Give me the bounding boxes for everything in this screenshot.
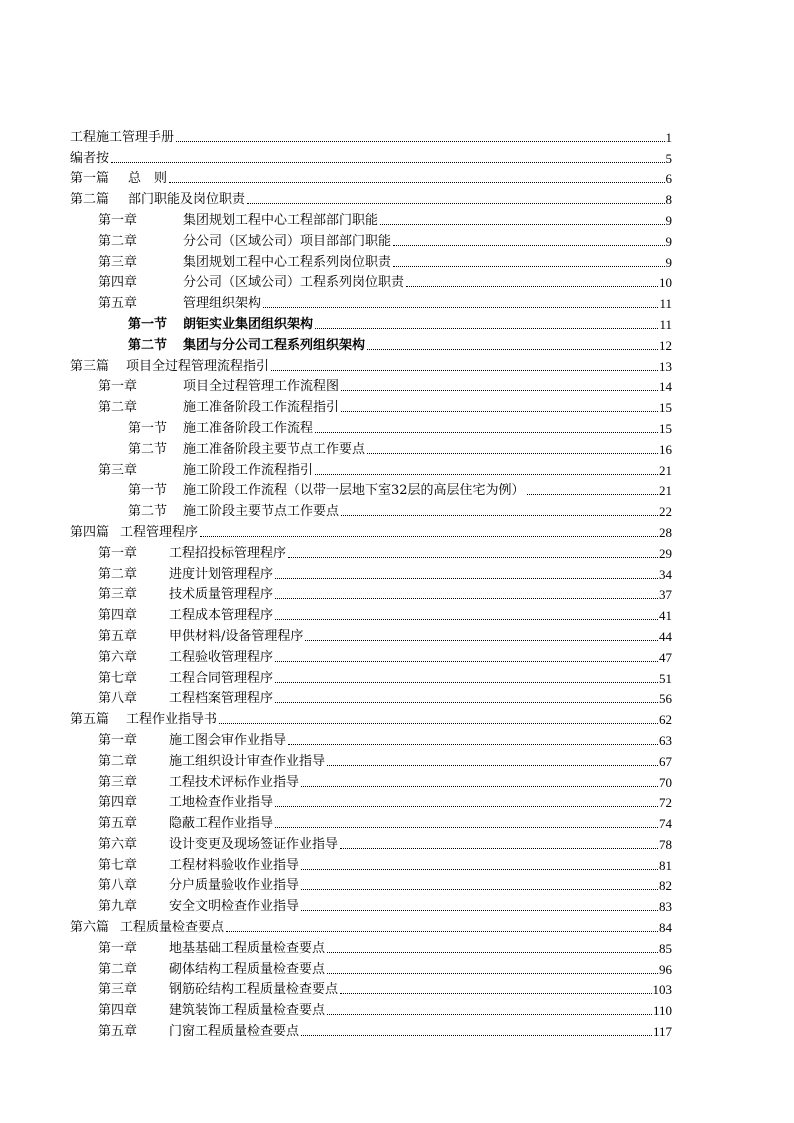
toc-entry-number: 第三篇 — [70, 358, 110, 374]
toc-entry[interactable] — [70, 229, 672, 250]
dot-leader — [393, 245, 664, 246]
toc-entry[interactable] — [70, 832, 672, 853]
dot-leader — [340, 993, 651, 994]
toc-entry-number: 第五章 — [98, 816, 138, 832]
toc-entry-number: 第七章 — [98, 857, 138, 873]
dot-leader — [305, 640, 658, 641]
toc-entry-number: 第一节 — [128, 483, 168, 499]
toc-entry-page-number: 63 — [659, 732, 672, 748]
toc-entry[interactable] — [70, 291, 672, 312]
toc-entry-page-number: 103 — [652, 982, 672, 998]
toc-entry-title: 集团规划工程中心工程部部门职能 — [183, 212, 379, 228]
toc-entry-page-number: 44 — [659, 628, 672, 644]
toc-entry-page-number: 10 — [659, 275, 672, 291]
toc-entry-page-number: 12 — [659, 337, 672, 353]
toc-entry-page-number: 110 — [652, 1003, 672, 1019]
toc-entry-page-number: 5 — [665, 150, 672, 166]
dot-leader — [380, 224, 664, 225]
toc-entry-title: 进度计划管理程序 — [169, 566, 274, 582]
toc-entry-number: 第二篇 — [70, 192, 110, 208]
toc-entry-page-number: 22 — [659, 504, 672, 520]
toc-entry-title: 部门职能及岗位职责 — [128, 192, 246, 208]
toc-entry[interactable] — [70, 874, 672, 895]
toc-entry-page-number: 37 — [659, 587, 672, 603]
dot-leader — [341, 515, 658, 516]
dot-leader — [247, 203, 664, 204]
toc-entry-number: 第五章 — [98, 296, 138, 312]
toc-entry-number: 第四篇 — [70, 524, 110, 540]
toc-entry-number: 第三章 — [98, 982, 138, 998]
toc-entry[interactable] — [70, 1019, 672, 1040]
toc-entry-number: 第二章 — [98, 400, 138, 416]
toc-entry-title: 分公司（区域公司）项目部部门职能 — [183, 233, 392, 249]
toc-entry-page-number: 81 — [659, 857, 672, 873]
toc-entry-title: 管理组织架构 — [183, 296, 262, 312]
dot-leader — [393, 266, 664, 267]
toc-entry-title: 工程档案管理程序 — [169, 691, 274, 707]
dot-leader — [527, 494, 658, 495]
toc-entry-page-number: 29 — [659, 545, 672, 561]
toc-entry-title: 分户质量验收作业指导 — [169, 878, 300, 894]
toc-entry-title: 设计变更及现场签证作业指导 — [169, 836, 339, 852]
toc-entry-title: 施工阶段主要节点工作要点 — [183, 504, 340, 520]
toc-entry[interactable] — [70, 395, 672, 416]
toc-entry[interactable] — [70, 624, 672, 645]
toc-entry[interactable] — [70, 749, 672, 770]
toc-entry-title: 集团规划工程中心工程系列岗位职责 — [183, 254, 392, 270]
toc-entry-page-number: 62 — [659, 712, 672, 728]
toc-entry-page-number: 85 — [659, 940, 672, 956]
toc-entry-page-number: 72 — [659, 795, 672, 811]
toc-entry-page-number: 13 — [659, 358, 672, 374]
dot-leader — [406, 286, 658, 287]
toc-entry-number: 第九章 — [98, 899, 138, 915]
dot-leader — [200, 536, 658, 537]
toc-entry[interactable] — [70, 520, 672, 541]
dot-leader — [341, 390, 658, 391]
toc-entry-title: 钢筋砼结构工程质量检查要点 — [169, 982, 339, 998]
toc-entry-title: 施工阶段工作流程指引 — [183, 462, 314, 478]
dot-leader — [263, 307, 658, 308]
toc-entry[interactable] — [70, 728, 672, 749]
toc-entry[interactable] — [70, 707, 672, 728]
toc-entry-title: 工程招投标管理程序 — [169, 545, 287, 561]
table-of-contents — [70, 125, 672, 1040]
dot-leader — [301, 786, 658, 787]
dot-leader — [226, 931, 658, 932]
toc-entry-page-number: 28 — [659, 524, 672, 540]
toc-entry-number: 第五章 — [98, 1024, 138, 1040]
toc-entry-number: 第四章 — [98, 275, 138, 291]
toc-entry-page-number: 78 — [659, 836, 672, 852]
toc-entry[interactable] — [70, 957, 672, 978]
toc-entry-title: 施工图会审作业指导 — [169, 732, 287, 748]
toc-entry-page-number: 6 — [665, 171, 672, 187]
dot-leader — [288, 557, 658, 558]
toc-entry[interactable] — [70, 645, 672, 666]
toc-entry-page-number: 84 — [659, 920, 672, 936]
dot-leader — [275, 702, 658, 703]
toc-entry-page-number: 15 — [659, 400, 672, 416]
toc-entry-number: 第四章 — [98, 608, 138, 624]
toc-entry[interactable] — [70, 583, 672, 604]
toc-entry[interactable] — [70, 187, 672, 208]
toc-entry-page-number: 21 — [659, 483, 672, 499]
toc-entry-number: 第一篇 — [70, 171, 110, 187]
toc-entry-title: 隐蔽工程作业指导 — [169, 816, 274, 832]
toc-entry-title: 工程成本管理程序 — [169, 608, 274, 624]
toc-entry-page-number: 47 — [659, 649, 672, 665]
toc-entry-title: 编者按 — [70, 150, 110, 166]
dot-leader — [301, 910, 658, 911]
toc-entry[interactable] — [70, 811, 672, 832]
toc-entry[interactable] — [70, 416, 672, 437]
toc-entry[interactable] — [70, 333, 672, 354]
dot-leader — [275, 661, 658, 662]
toc-entry-page-number: 34 — [659, 566, 672, 582]
toc-entry[interactable] — [70, 208, 672, 229]
dot-leader — [327, 765, 658, 766]
toc-entry-title: 项目全过程管理流程指引 — [126, 358, 270, 374]
toc-entry-number: 第二节 — [128, 441, 168, 457]
toc-entry[interactable] — [70, 250, 672, 271]
toc-entry-title: 技术质量管理程序 — [169, 587, 274, 603]
dot-leader — [315, 474, 658, 475]
dot-leader — [275, 682, 658, 683]
toc-entry-page-number: 11 — [659, 316, 672, 332]
dot-leader — [315, 328, 658, 329]
toc-entry-number: 第二节 — [128, 504, 168, 520]
toc-entry-page-number: 82 — [659, 878, 672, 894]
toc-entry-title: 施工组织设计审查作业指导 — [169, 753, 326, 769]
toc-entry[interactable] — [70, 312, 672, 333]
toc-entry[interactable] — [70, 541, 672, 562]
dot-leader — [327, 1014, 652, 1015]
toc-entry-title: 项目全过程管理工作流程图 — [183, 379, 340, 395]
toc-entry[interactable] — [70, 437, 672, 458]
toc-entry-title: 门窗工程质量检查要点 — [169, 1024, 300, 1040]
toc-entry-page-number: 67 — [659, 753, 672, 769]
toc-entry-title: 施工阶段工作流程（以带一层地下室32层的高层住宅为例） — [183, 483, 525, 499]
toc-entry-number: 第八章 — [98, 691, 138, 707]
dot-leader — [367, 453, 658, 454]
toc-entry-number: 第六章 — [98, 649, 138, 665]
toc-entry-title: 工程管理程序 — [120, 524, 199, 540]
toc-entry[interactable] — [70, 458, 672, 479]
toc-entry-page-number: 96 — [659, 961, 672, 977]
dot-leader — [301, 889, 658, 890]
toc-entry-page-number: 117 — [652, 1024, 672, 1040]
toc-entry-number: 第一章 — [98, 732, 138, 748]
toc-entry-page-number: 15 — [659, 420, 672, 436]
toc-entry[interactable] — [70, 146, 672, 167]
toc-entry-title: 集团与分公司工程系列组织架构 — [183, 337, 366, 353]
dot-leader — [111, 162, 664, 163]
toc-entry-page-number: 70 — [659, 774, 672, 790]
toc-entry-number: 第七章 — [98, 670, 138, 686]
toc-entry-page-number: 11 — [659, 296, 672, 312]
toc-entry[interactable] — [70, 603, 672, 624]
dot-leader — [327, 973, 658, 974]
toc-entry-number: 第四章 — [98, 1003, 138, 1019]
toc-entry[interactable] — [70, 562, 672, 583]
toc-entry-number: 第三章 — [98, 462, 138, 478]
toc-entry-title: 分公司（区域公司）工程系列岗位职责 — [183, 275, 405, 291]
dot-leader — [275, 598, 658, 599]
dot-leader — [275, 827, 658, 828]
toc-entry-page-number: 56 — [659, 691, 672, 707]
dot-leader — [275, 806, 658, 807]
toc-entry-number: 第三章 — [98, 254, 138, 270]
dot-leader — [301, 1035, 652, 1036]
toc-entry-number: 第二章 — [98, 753, 138, 769]
toc-entry-page-number: 74 — [659, 816, 672, 832]
toc-entry[interactable] — [70, 354, 672, 375]
toc-entry-number: 第五篇 — [70, 712, 110, 728]
toc-entry-title: 施工准备阶段主要节点工作要点 — [183, 441, 366, 457]
dot-leader — [275, 619, 658, 620]
toc-entry-page-number: 9 — [665, 212, 672, 228]
toc-entry-number: 第二章 — [98, 233, 138, 249]
toc-entry[interactable] — [70, 894, 672, 915]
toc-entry-title: 砌体结构工程质量检查要点 — [169, 961, 326, 977]
dot-leader — [275, 578, 658, 579]
toc-entry-page-number: 51 — [659, 670, 672, 686]
toc-entry-page-number: 9 — [665, 254, 672, 270]
toc-entry[interactable] — [70, 666, 672, 687]
toc-entry[interactable] — [70, 271, 672, 292]
dot-leader — [367, 349, 658, 350]
toc-entry-number: 第三章 — [98, 774, 138, 790]
toc-entry-page-number: 14 — [659, 379, 672, 395]
toc-entry-title: 建筑装饰工程质量检查要点 — [169, 1003, 326, 1019]
toc-entry-page-number: 16 — [659, 441, 672, 457]
toc-entry-number: 第八章 — [98, 878, 138, 894]
toc-entry-number: 第一章 — [98, 212, 138, 228]
toc-entry-number: 第六篇 — [70, 920, 110, 936]
toc-entry-number: 第二章 — [98, 961, 138, 977]
toc-entry-number: 第四章 — [98, 795, 138, 811]
toc-entry-page-number: 41 — [659, 608, 672, 624]
toc-entry-title: 工程施工管理手册 — [70, 129, 175, 145]
dot-leader — [219, 723, 658, 724]
dot-leader — [301, 869, 658, 870]
toc-entry-page-number: 1 — [665, 129, 672, 145]
dot-leader — [271, 370, 658, 371]
dot-leader — [288, 744, 658, 745]
toc-entry-page-number: 83 — [659, 899, 672, 915]
toc-entry[interactable] — [70, 687, 672, 708]
dot-leader — [340, 848, 658, 849]
toc-entry[interactable] — [70, 915, 672, 936]
toc-entry-title: 工地检查作业指导 — [169, 795, 274, 811]
dot-leader — [169, 182, 664, 183]
toc-entry[interactable] — [70, 936, 672, 957]
toc-entry[interactable] — [70, 167, 672, 188]
toc-entry-page-number: 8 — [665, 192, 672, 208]
toc-entry-title: 总 则 — [128, 171, 168, 187]
toc-entry-number: 第五章 — [98, 628, 138, 644]
toc-entry[interactable] — [70, 375, 672, 396]
toc-entry-title: 甲供材料/设备管理程序 — [169, 628, 304, 644]
toc-entry-title: 工程验收管理程序 — [169, 649, 274, 665]
toc-entry-number: 第二节 — [128, 337, 168, 353]
toc-entry-number: 第一章 — [98, 379, 138, 395]
dot-leader — [176, 141, 664, 142]
dot-leader — [341, 411, 658, 412]
toc-entry-title: 工程技术评标作业指导 — [169, 774, 300, 790]
toc-entry-number: 第三章 — [98, 587, 138, 603]
toc-entry-page-number: 9 — [665, 233, 672, 249]
toc-entry-title: 朗钜实业集团组织架构 — [183, 316, 314, 332]
toc-entry-number: 第一节 — [128, 316, 168, 332]
toc-entry[interactable] — [70, 853, 672, 874]
toc-entry-title: 工程质量检查要点 — [120, 920, 225, 936]
toc-entry-title: 工程合同管理程序 — [169, 670, 274, 686]
toc-entry-page-number: 21 — [659, 462, 672, 478]
dot-leader — [327, 952, 658, 953]
toc-entry-number: 第一节 — [128, 420, 168, 436]
toc-entry-number: 第一章 — [98, 545, 138, 561]
dot-leader — [315, 432, 658, 433]
toc-entry-title: 工程作业指导书 — [126, 712, 218, 728]
toc-entry[interactable] — [70, 791, 672, 812]
toc-entry[interactable] — [70, 770, 672, 791]
toc-entry-title: 安全文明检查作业指导 — [169, 899, 300, 915]
toc-entry[interactable] — [70, 998, 672, 1019]
toc-entry-number: 第一章 — [98, 940, 138, 956]
toc-entry[interactable] — [70, 479, 672, 500]
toc-entry[interactable] — [70, 978, 672, 999]
toc-entry-title: 工程材料验收作业指导 — [169, 857, 300, 873]
toc-entry-title: 施工准备阶段工作流程指引 — [183, 400, 340, 416]
toc-entry-number: 第六章 — [98, 836, 138, 852]
toc-entry[interactable] — [70, 499, 672, 520]
toc-entry-title: 地基基础工程质量检查要点 — [169, 940, 326, 956]
toc-entry-number: 第二章 — [98, 566, 138, 582]
toc-entry[interactable] — [70, 125, 672, 146]
toc-entry-title: 施工准备阶段工作流程 — [183, 420, 314, 436]
